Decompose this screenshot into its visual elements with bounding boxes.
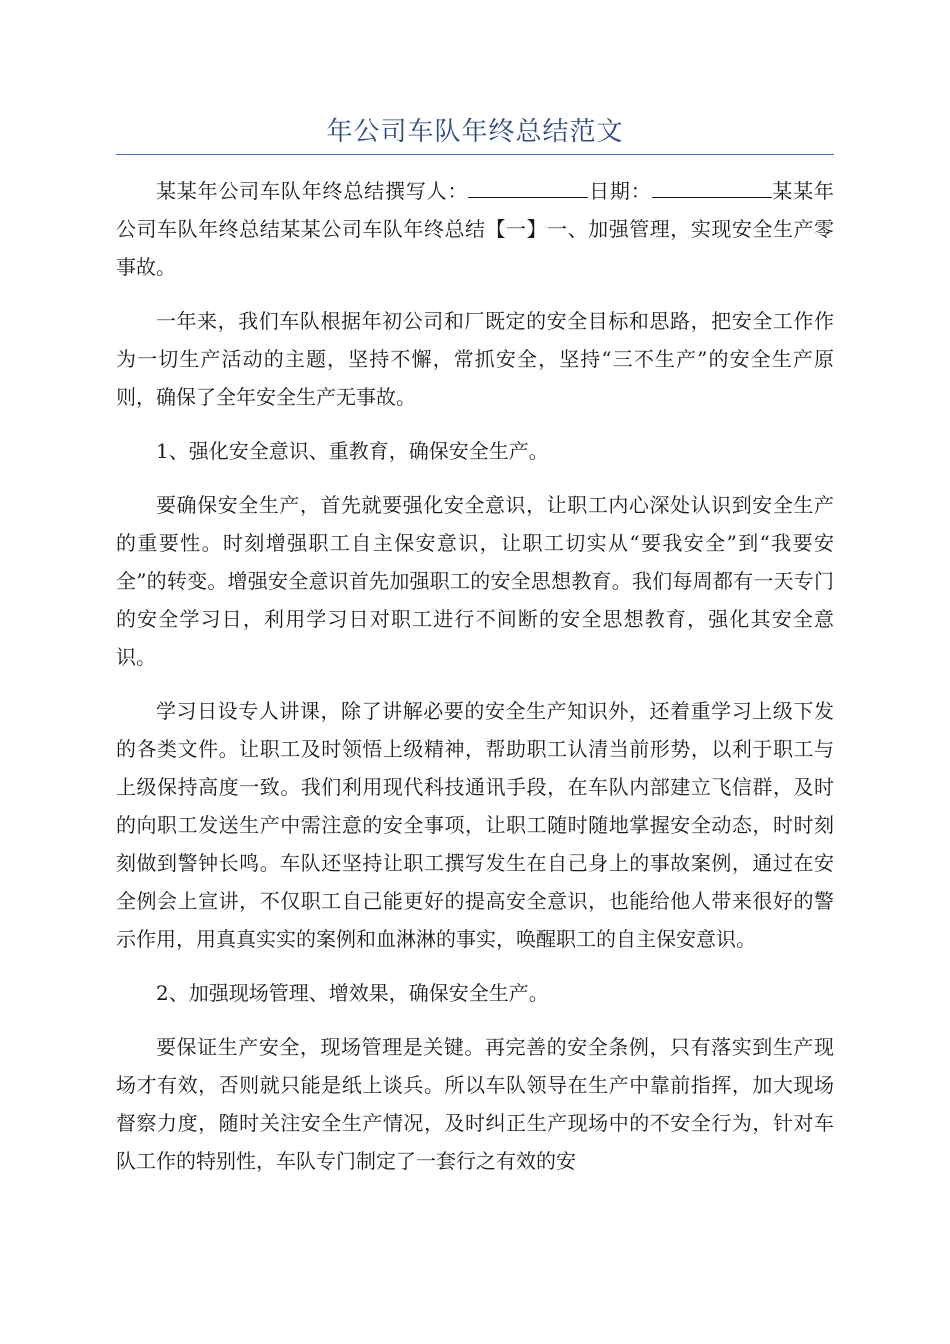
intro-text: 某某年公司车队年终总结某某公司车队年终总结【一】一、加强管理，实现安全生产零事故。 (116, 179, 835, 279)
body-paragraph: 要保证生产安全，现场管理是关键。再完善的安全条例，只有落实到生产现场才有效，否则就只能是纸上谈兵。所以车队领导在生产中靠前指挥，加大现场督察力度，随时关注安全生产情况，及时纠正生产现场中的不安全行为，针对车队工作的特别性，车队专门制定了一套行之有效的安 (116, 1035, 834, 1173)
date-blank (652, 175, 772, 198)
body-paragraph: 学习日设专人讲课，除了讲解必要的安全生产知识外，还着重学习上级下发的各类文件。让职工及时领悟上级精神，帮助职工认清当前形势，以利于职工与上级保持高度一致。我们利用现代科技通讯手段，在车队内部建立飞信群，及时的向职工发送生产中需注意的安全事项，让职工随时随地掌握安全动态，时时刻刻做到警钟长鸣。车队还坚持让职工撰写发生在自己身上的事故案例，通过在安全例会上宣讲，不仅职工自己能更好的提高安全意识，也能给他人带来很好的警示作用，用真真实实的案例和血淋淋的事实，唤醒职工的自主保安意识。 (116, 699, 834, 951)
section-heading: 2、加强现场管理、增效果，确保安全生产。 (156, 981, 549, 1005)
document-body (116, 172, 834, 1196)
date-label: 日期： (588, 179, 652, 203)
title-underline (116, 154, 834, 155)
author-blank (468, 175, 588, 198)
body-paragraph: 要确保安全生产，首先就要强化安全意识，让职工内心深处认识到安全生产的重要性。时刻增强职工自主保安意识，让职工切实从“要我安全”到“我要安全”的转变。增强安全意识首先加强职工的安全思想教育。我们每周都有一天专门的安全学习日，利用学习日对职工进行不间断的安全思想教育，强化其安全意识。 (116, 493, 834, 669)
section-heading: 1、强化安全意识、重教育，确保安全生产。 (156, 439, 549, 463)
author-label: 某某年公司车队年终总结撰写人： (156, 179, 469, 203)
body-paragraph: 一年来，我们车队根据年初公司和厂既定的安全目标和思路，把安全工作作为一切生产活动的主题，坚持不懈，常抓安全，坚持“三不生产”的安全生产原则，确保了全年安全生产无事故。 (116, 309, 834, 409)
intro-paragraph (116, 172, 834, 286)
document-title: 年公司车队年终总结范文 (326, 117, 624, 147)
